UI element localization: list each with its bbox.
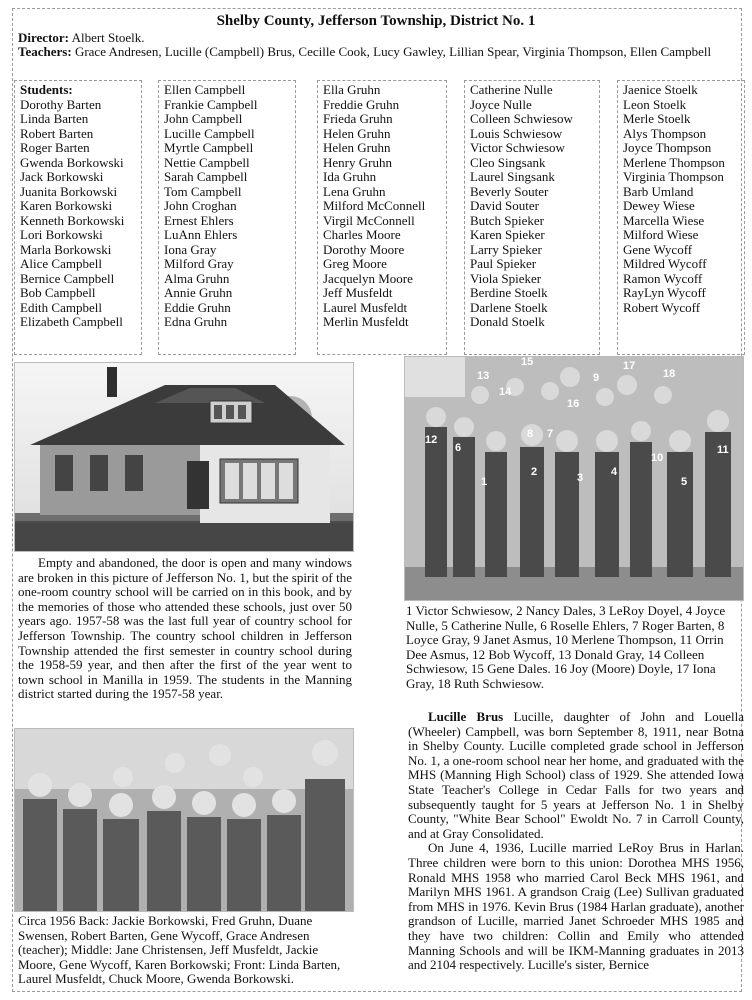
photo-number-label: 6 — [455, 442, 462, 454]
student-name: Ellen Campbell — [164, 82, 246, 97]
director-value: Albert Stoelk. — [71, 30, 145, 45]
student-name: Dorothy Moore — [323, 241, 405, 257]
photo-number-label: 10 — [651, 452, 664, 464]
photo-number-label: 15 — [521, 357, 534, 368]
circa-caption: Circa 1956 Back: Jackie Borkowski, Fred Gruhn, Duane Swensen, Robert Barten, Gene Wycoff, Grace Andresen (teacher); Middle: Jane Christensen, Jeff Musfeldt, Jackie Moore, Gene Wycoff, Karen Borkowski; Front: Linda Barten, Laurel Musfeldt, Chuck Moore, Gwenda Borkowski. — [18, 913, 341, 987]
student-name: Gene Wycoff — [623, 241, 693, 257]
student-name: Milford Wiese — [623, 227, 699, 242]
student-name: Ramon Wycoff — [623, 270, 703, 286]
student-name: Roger Barten — [20, 140, 90, 155]
student-name: LuAnn Ehlers — [164, 227, 238, 242]
photo-number-label: 2 — [531, 466, 538, 478]
student-name: Ernest Ehlers — [164, 212, 234, 228]
student-name: Leon Stoelk — [623, 96, 687, 112]
student-name: Tom Campbell — [164, 183, 242, 199]
student-name: Virginia Thompson — [623, 169, 724, 184]
student-name: RayLyn Wycoff — [623, 285, 706, 300]
student-name: Elizabeth Campbell — [20, 314, 123, 329]
student-name: Kenneth Borkowski — [20, 212, 125, 228]
photo-number-label: 4 — [611, 466, 618, 478]
student-name: David Souter — [470, 198, 539, 213]
photo-number-label: 11 — [717, 444, 729, 456]
student-name: Viola Spieker — [470, 270, 542, 286]
student-name: Lena Gruhn — [323, 183, 386, 199]
student-name: Dorothy Barten — [20, 96, 102, 112]
photo-number-label: 16 — [567, 398, 580, 410]
student-name: Cleo Singsank — [470, 154, 546, 170]
student-name: Bernice Campbell — [20, 270, 115, 286]
student-name: John Croghan — [164, 198, 237, 213]
student-name: Laurel Musfeldt — [323, 299, 408, 315]
student-name: Juanita Borkowski — [20, 183, 118, 199]
student-name: Dewey Wiese — [623, 198, 695, 213]
student-name: Nettie Campbell — [164, 154, 250, 170]
student-name: Mildred Wycoff — [623, 256, 707, 271]
director-label: Director: — [18, 30, 70, 45]
director-line — [18, 31, 740, 45]
group-caption: 1 Victor Schwiesow, 2 Nancy Dales, 3 LeRoy Doyel, 4 Joyce Nulle, 5 Catherine Nulle, 6 Roselle Ehlers, 7 Roger Barten, 8 Loyce Gray, 9 Janet Asmus, 10 Merlene Thompson, 11 Orrin Dee Asmus, 12 Bob Wycoff, 13 Donald Gray, 14 Colleen Schwiesow, 15 Gene Dales. 16 Joy (Moore) Doyle, 17 Iona Gray, 18 Ruth Schwiesow. — [406, 603, 726, 691]
student-name: Merlin Musfeldt — [323, 314, 409, 329]
student-name: Donald Stoelk — [470, 314, 545, 329]
student-name: Butch Spieker — [470, 212, 545, 228]
student-name: Merlene Thompson — [623, 154, 725, 170]
student-name: Alice Campbell — [20, 256, 102, 271]
student-name: Paul Spieker — [470, 256, 537, 271]
student-name: Robert Barten — [20, 125, 94, 141]
student-name: Sarah Campbell — [164, 169, 248, 184]
student-name: Henry Gruhn — [323, 154, 392, 170]
student-name: Alma Gruhn — [164, 270, 230, 286]
student-name: Jaenice Stoelk — [623, 82, 698, 97]
photo-number-label: 18 — [663, 368, 676, 380]
students-heading: Students: — [20, 82, 73, 97]
school-paragraph — [18, 556, 352, 702]
student-name: Milford Gray — [164, 256, 234, 271]
student-name: Merle Stoelk — [623, 111, 691, 126]
student-name: Edna Gruhn — [164, 314, 228, 329]
numbered-group-photo — [404, 356, 744, 601]
student-name: Larry Spieker — [470, 241, 542, 257]
student-name: John Campbell — [164, 111, 243, 126]
school-paragraph-text: Empty and abandoned, the door is open and many windows are broken in this picture of Jefferson No. 1, but the spirit of the one-room country school will be carried on in this book, and by the memories of those who attended these schools, just over 50 years ago. 1957-58 was the last full year of country school for Jefferson Township. The country school children in Jefferson Township attended the first semester in country school during the 1958-59 year, and then after the first of the year went to town school in Manilla in 1959. The students in the Manning district started during the 1957-58 year. — [18, 555, 352, 702]
student-name: Milford McConnell — [323, 198, 426, 213]
photo-number-label: 17 — [623, 360, 636, 372]
student-name: Charles Moore — [323, 227, 401, 242]
student-name: Ella Gruhn — [323, 82, 381, 97]
student-name: Joyce Nulle — [470, 96, 532, 112]
student-name: Bob Campbell — [20, 285, 96, 300]
student-name: Helen Gruhn — [323, 125, 391, 141]
circa-1956-photo — [14, 728, 354, 912]
student-name: Iona Gray — [164, 241, 217, 257]
lucille-bio-p2: On June 4, 1936, Lucille married LeRoy Brus in Harlan. Three children were born to this union: Dorothea MHS 1956, Ronald MHS 1958 who married Carol Beck MHS 1961, and Marilyn MHS 1961. A grandson Craig (Lee) Sullivan graduated from MHS in 1976. Kevin Brus (1984 Harlan graduate), another grandson of Lucille, married Janet Schroeder MHS 1985 and they have two children: Collin and Emily who attended Manning Schools and will be IKM-Manning graduates in 2013 and 2104 respectively. Lucille's sister, Bernice — [408, 840, 744, 973]
student-name: Marla Borkowski — [20, 241, 112, 257]
student-name: Marcella Wiese — [623, 212, 705, 228]
student-name: Catherine Nulle — [470, 82, 553, 97]
photo-number-label: 7 — [547, 428, 554, 440]
student-name: Lucille Campbell — [164, 125, 255, 141]
student-column-1 — [14, 80, 142, 355]
student-name: Edith Campbell — [20, 299, 102, 315]
student-name: Annie Gruhn — [164, 285, 233, 300]
student-column-3 — [317, 80, 447, 355]
photo-number-label: 9 — [593, 372, 600, 384]
student-name: Karen Borkowski — [20, 198, 113, 213]
student-name: Linda Barten — [20, 111, 89, 126]
lucille-name: Lucille Brus — [428, 709, 504, 724]
student-name: Helen Gruhn — [323, 140, 391, 155]
student-name: Berdine Stoelk — [470, 285, 548, 300]
student-name: Victor Schwiesow — [470, 140, 565, 155]
student-name: Freddie Gruhn — [323, 96, 400, 112]
page-title: Shelby County, Jefferson Township, District No. 1 — [216, 13, 536, 29]
student-name: Frieda Gruhn — [323, 111, 393, 126]
student-name: Eddie Gruhn — [164, 299, 231, 315]
student-name: Beverly Souter — [470, 183, 549, 199]
student-name: Colleen Schwiesow — [470, 111, 573, 126]
student-name: Robert Wycoff — [623, 299, 701, 315]
student-name: Alys Thompson — [623, 125, 707, 141]
student-name: Darlene Stoelk — [470, 299, 548, 315]
student-name: Greg Moore — [323, 256, 387, 271]
photo-number-label: 3 — [577, 472, 584, 484]
student-name: Jack Borkowski — [20, 169, 104, 184]
photo-number-label: 12 — [425, 434, 438, 446]
student-name: Ida Gruhn — [323, 169, 377, 184]
photo-number-label: 13 — [477, 370, 490, 382]
student-name: Laurel Singsank — [470, 169, 555, 184]
student-name: Louis Schwiesow — [470, 125, 563, 141]
student-column-4 — [464, 80, 600, 355]
student-name: Frankie Campbell — [164, 96, 258, 112]
student-name: Jeff Musfeldt — [323, 285, 393, 300]
photo-number-label: 14 — [499, 386, 512, 398]
lucille-bio-p1 — [408, 710, 744, 841]
student-column-2 — [158, 80, 296, 355]
student-name: Jacquelyn Moore — [323, 270, 413, 286]
student-name: Gwenda Borkowski — [20, 154, 124, 170]
schoolhouse-photo — [14, 362, 354, 552]
student-name: Karen Spieker — [470, 227, 545, 242]
teachers-line — [18, 45, 740, 59]
student-name: Lori Borkowski — [20, 227, 103, 242]
student-name: Virgil McConnell — [323, 212, 415, 228]
teachers-label: Teachers: — [18, 44, 72, 59]
student-name: Myrtle Campbell — [164, 140, 254, 155]
teachers-value: Grace Andresen, Lucille (Campbell) Brus, Cecille Cook, Lucy Gawley, Lillian Spear, Virginia Thompson, Ellen Campbell — [74, 44, 712, 59]
student-column-5 — [617, 80, 745, 355]
lucille-bio — [408, 710, 744, 973]
photo-number-label: 1 — [481, 476, 488, 488]
student-name: Joyce Thompson — [623, 140, 712, 155]
lucille-p1-text: Lucille, daughter of John and Louella (Wheeler) Campbell, was born September 8, 1911, near Botna in Shelby County. Lucille completed grade school in Jefferson No. 1, a one-room school near her home, and graduated with the MHS (Manning High School) class of 1929. She attended Iowa State Teacher's College in Cedar Falls for two years and subsequently taught for 5 years at Jefferson No. 1 in Shelby County, "White Bear School" Ewoldt No. 7 in Carroll County, and at Gray Consolidated. — [408, 709, 744, 841]
student-name: Barb Umland — [623, 183, 694, 199]
photo-number-label: 8 — [527, 428, 534, 440]
photo-number-label: 5 — [681, 476, 688, 488]
